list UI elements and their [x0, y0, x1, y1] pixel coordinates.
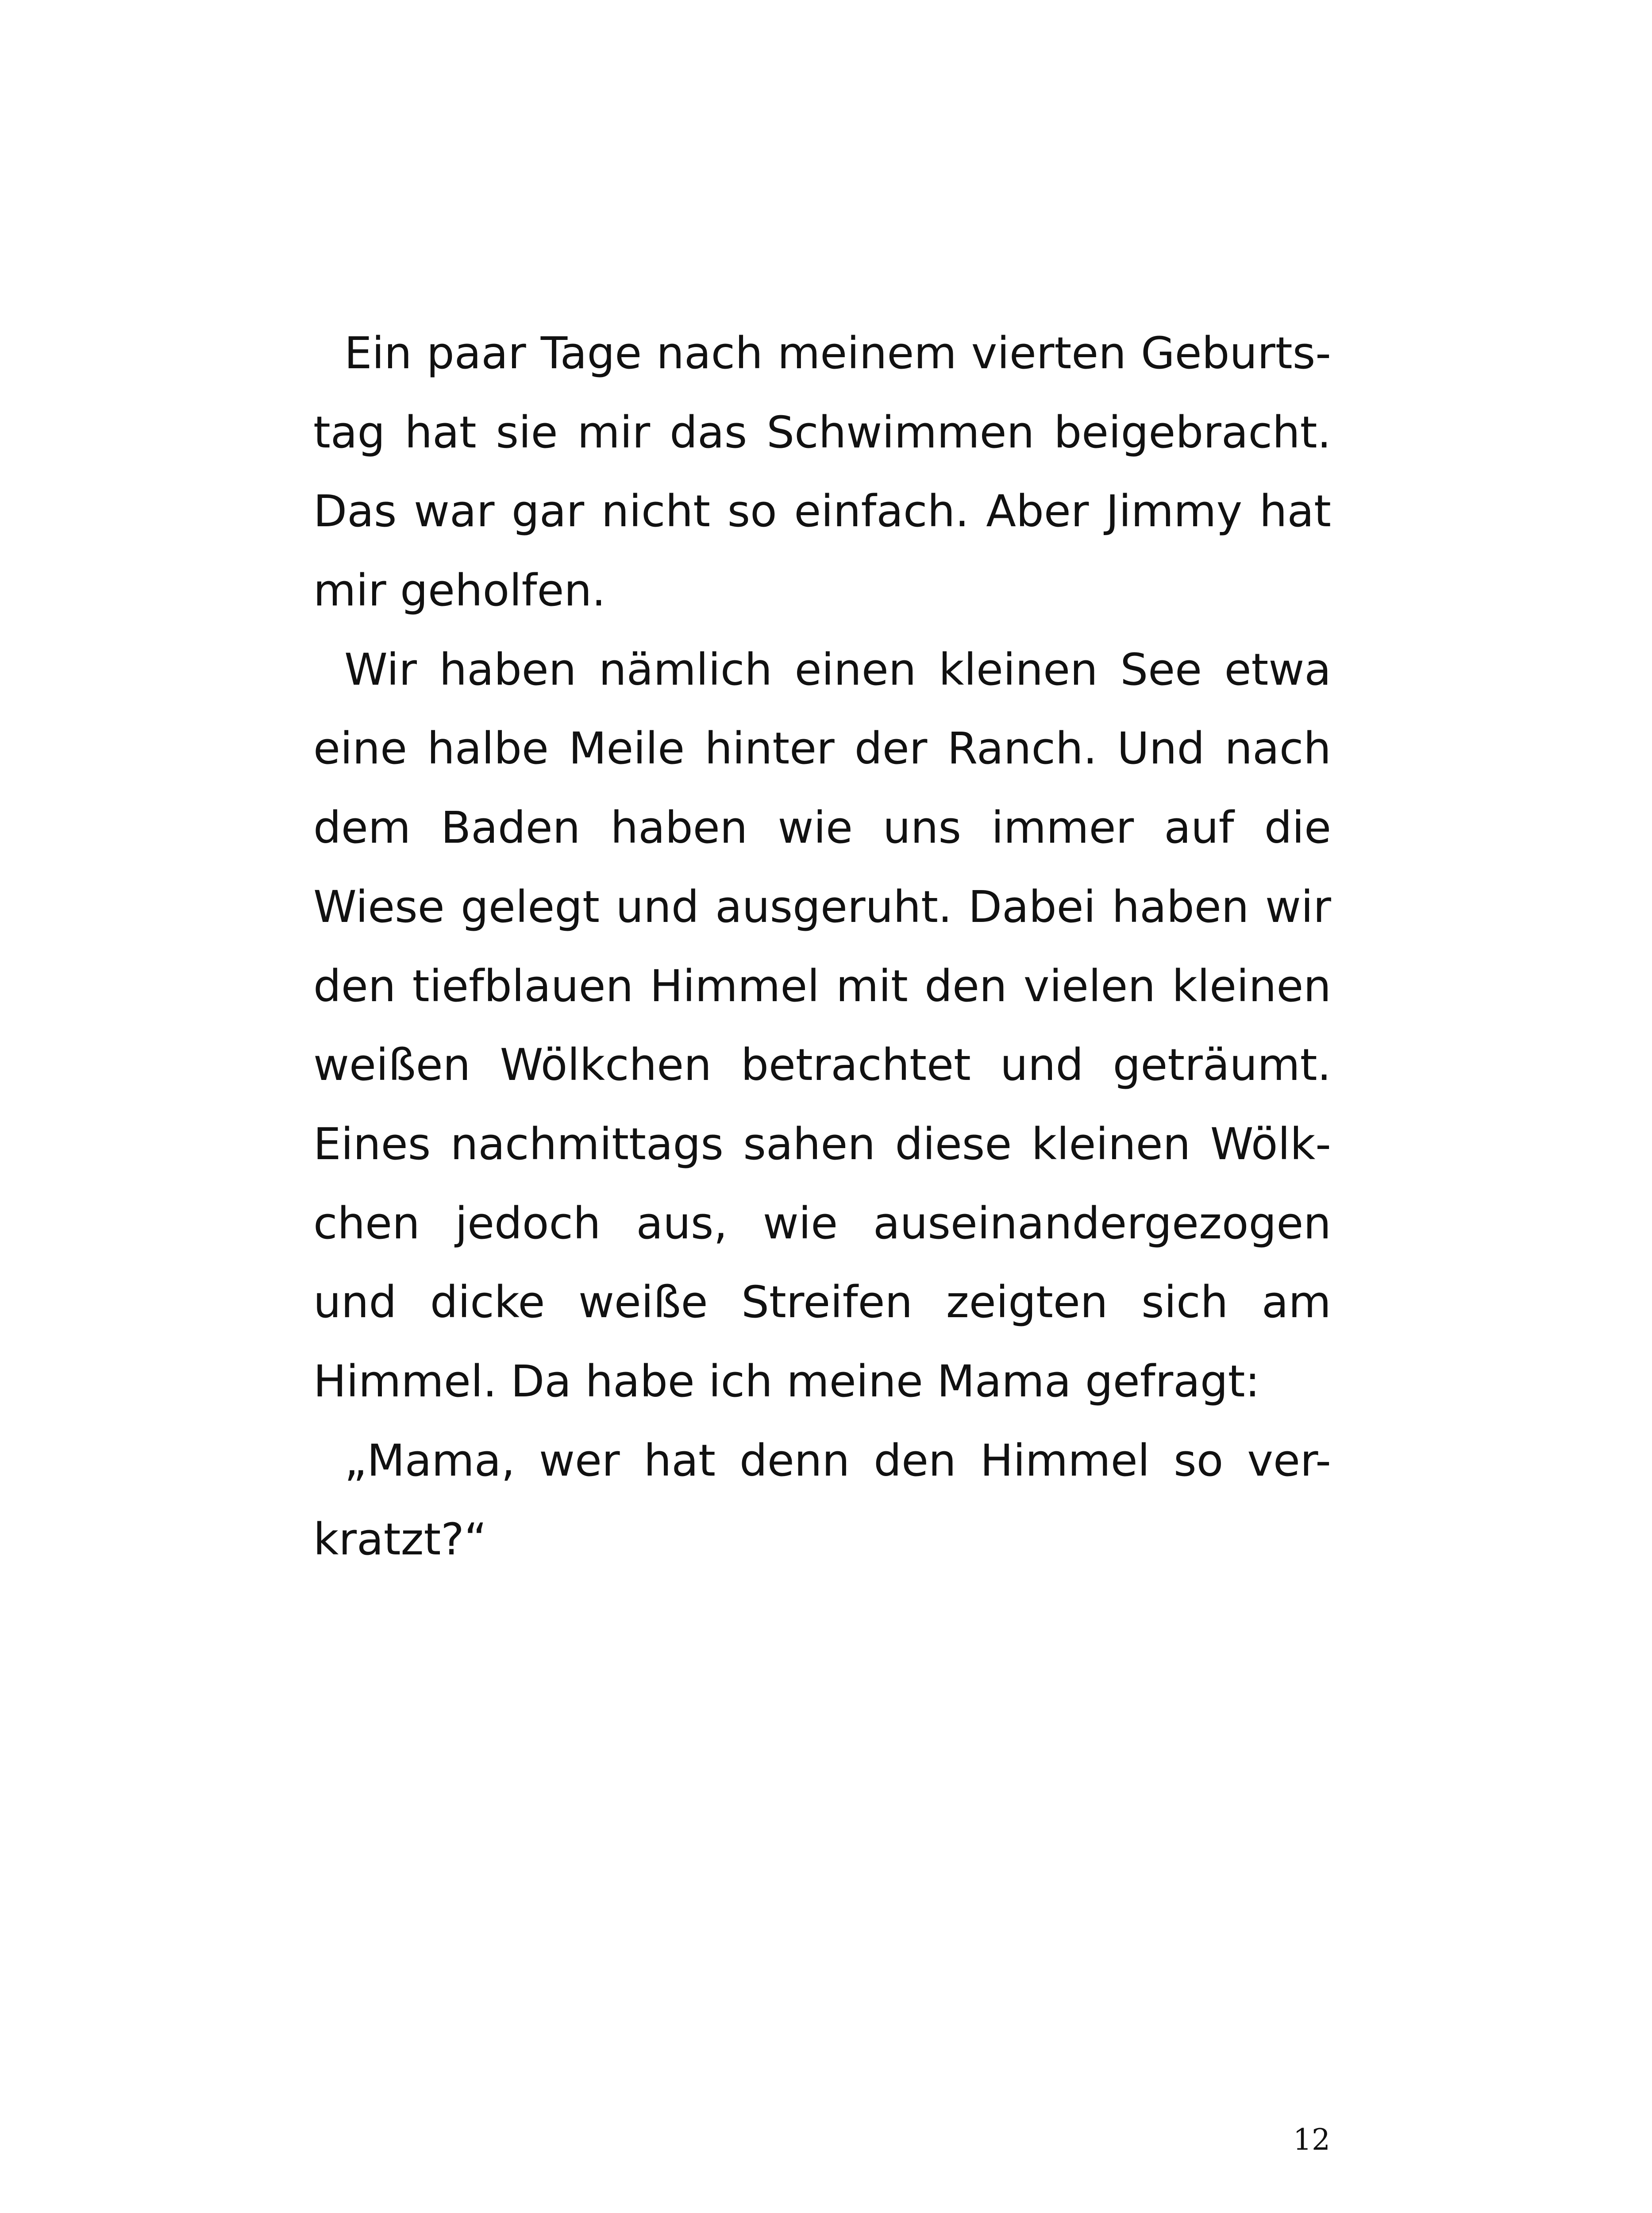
page-number: 12	[1293, 2123, 1330, 2157]
text-line: tag hat sie mir das Schwimmen beigebracht.	[313, 407, 1331, 458]
text-line: eine halbe Meile hinter der Ranch. Und nach	[313, 723, 1331, 775]
text-line: den tiefblauen Himmel mit den vielen kleinen	[313, 960, 1331, 1012]
text-line: kratzt?“	[313, 1514, 487, 1565]
text-line: Das war gar nicht so einfach. Aber Jimmy hat	[313, 486, 1331, 537]
text-line: chen jedoch aus, wie auseinandergezogen	[313, 1198, 1331, 1249]
text-line: Wiese gelegt und ausgeruht. Dabei haben wir	[313, 881, 1331, 933]
text-line: und dicke weiße Streifen zeigten sich am	[313, 1277, 1331, 1328]
text-line: Ein paar Tage nach meinem vierten Geburts-	[344, 328, 1331, 379]
text-line: „Mama, wer hat denn den Himmel so ver-	[344, 1435, 1331, 1486]
text-line: Wir haben nämlich einen kleinen See etwa	[344, 644, 1331, 695]
body-text	[313, 314, 1331, 1580]
text-line: Himmel. Da habe ich meine Mama gefragt:	[313, 1356, 1260, 1407]
text-line: mir geholfen.	[313, 565, 606, 617]
text-line: dem Baden haben wie uns immer auf die	[313, 802, 1331, 854]
text-line: Eines nachmittags sahen diese kleinen Wölk-	[313, 1118, 1331, 1170]
text-line: weißen Wölkchen betrachtet und geträumt.	[313, 1040, 1331, 1091]
